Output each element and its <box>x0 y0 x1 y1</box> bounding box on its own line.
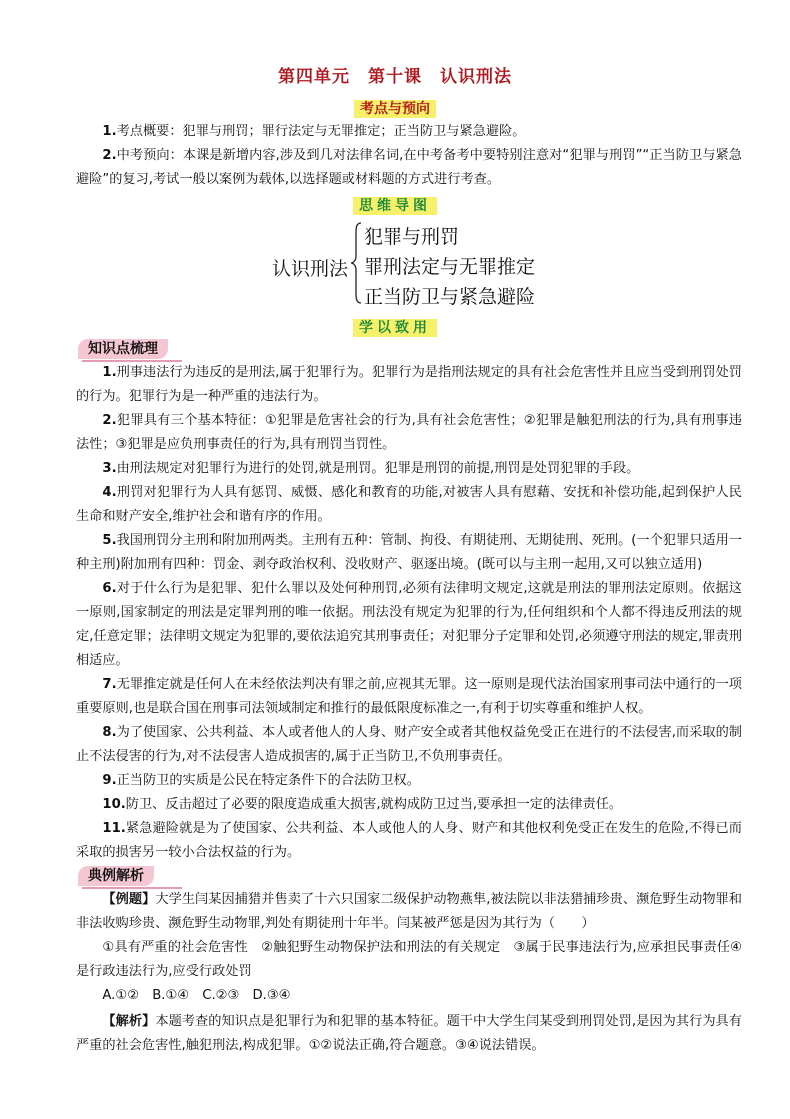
knowledge-item <box>76 817 742 865</box>
item-number: 11. <box>102 821 126 836</box>
example-section-tag <box>78 866 154 886</box>
knowledge-text: 犯罪具有三个基本特征：①犯罪是危害社会的行为,具有社会危害性；②犯罪是触犯刑法的行为,具有刑事违法性；③犯罪是应负刑事责任的行为,具有刑罚当罚性。 <box>76 413 742 452</box>
item-number: 2. <box>102 413 117 428</box>
example-statements: ①具有严重的社会危害性 ②触犯野生动物保护法和刑法的有关规定 ③属于民事违法行为,应承担民事责任④是行政违法行为,应受行政处罚 <box>76 940 742 979</box>
knowledge-text: 防卫、反击超过了必要的限度造成重大损害,就构成防卫过当,要承担一定的法律责任。 <box>125 797 623 812</box>
example-options: A.①② B.①④ C.②③ D.③④ <box>102 988 291 1003</box>
exam-forecast-paragraph <box>76 144 742 192</box>
knowledge-item <box>76 481 742 529</box>
knowledge-section-title: 知识点梳理 <box>88 341 158 357</box>
analysis-text: 本题考查的知识点是犯罪行为和犯罪的基本特征。题干中大学生闫某受到刑罚处罚,是因为其行为具有严重的社会危害性,触犯刑法,构成犯罪。①②说法正确,符合题意。③④说法错误。 <box>76 1014 742 1053</box>
knowledge-item <box>76 721 742 769</box>
exam-points-banner <box>0 98 790 118</box>
item-number: 1. <box>102 124 117 139</box>
mind-map-heading: 思维导图 <box>353 197 437 215</box>
example-label: 【例题】 <box>102 892 156 907</box>
exam-forecast-text: 中考预向：本课是新增内容,涉及到几对法律名词,在中考备考中要特别注意对“犯罪与刑罚”“正当防卫与紧急避险”的复习,考试一般以案例为载体,以选择题或材料题的方式进行考查。 <box>76 148 742 187</box>
exam-summary-text: 考点概要：犯罪与刑罚；罪行法定与无罪推定；正当防卫与紧急避险。 <box>116 124 526 139</box>
knowledge-text: 由刑法规定对犯罪行为进行的处罚,就是刑罚。犯罪是刑罚的前提,刑罚是处罚犯罪的手段。 <box>116 461 640 476</box>
example-analysis <box>76 1010 742 1058</box>
mind-map-branch: 正当防卫与紧急避险 <box>364 286 536 308</box>
item-number: 7. <box>102 677 117 692</box>
knowledge-item <box>76 769 742 793</box>
knowledge-item <box>76 409 742 457</box>
analysis-label: 【解析】 <box>102 1014 156 1029</box>
knowledge-text: 对于什么行为是犯罪、犯什么罪以及处何种刑罚,必须有法律明文规定,这就是刑法的罪刑法定原则。依据这一原则,国家制定的刑法是定罪判刑的唯一依据。刑法没有规定为犯罪的行为,任何组织和个人都不得违反刑法的规定,任意定罪；法律明文规定为犯罪的,要依法追究其刑事责任；对犯罪分子定罪和处罚,必须遵守刑法的规定,罪责刑相适应。 <box>76 581 742 668</box>
knowledge-text: 无罪推定就是任何人在未经依法判决有罪之前,应视其无罪。这一原则是现代法治国家刑事司法中通行的一项重要原则,也是联合国在刑事司法领域制定和推行的最低限度标准之一,有利于切实尊重和维护人权。 <box>76 677 742 716</box>
brace-icon <box>350 222 362 304</box>
knowledge-item <box>76 529 742 577</box>
knowledge-text: 为了使国家、公共利益、本人或者他人的人身、财产安全或者其他权益免受正在进行的不法侵害,而采取的制止不法侵害的行为,对不法侵害人造成损害的,属于正当防卫,不负刑事责任。 <box>76 725 742 764</box>
example-question-text: 大学生闫某因捕猎并售卖了十六只国家二级保护动物燕隼,被法院以非法猎捕珍贵、濒危野生动物罪和非法收购珍贵、濒危野生动物罪,判处有期徒刑十年半。闫某被严惩是因为其行为（ ） <box>76 892 742 931</box>
item-number: 3. <box>102 461 117 476</box>
knowledge-item <box>76 361 742 409</box>
item-number: 10. <box>102 797 126 812</box>
apply-banner <box>0 317 790 337</box>
item-number: 5. <box>102 533 117 548</box>
item-number: 9. <box>102 773 117 788</box>
item-number: 6. <box>102 581 117 596</box>
item-number: 1. <box>102 365 117 380</box>
example-question <box>76 888 742 936</box>
knowledge-item <box>76 793 742 817</box>
example-section-title: 典例解析 <box>88 868 144 884</box>
item-number: 8. <box>102 725 117 740</box>
knowledge-item <box>76 577 742 673</box>
mind-map-branch: 罪刑法定与无罪推定 <box>364 256 536 278</box>
lesson-title: 第四单元 第十课 认识刑法 <box>278 67 512 87</box>
knowledge-text: 刑罚对犯罪行为人具有惩罚、威慑、感化和教育的功能,对被害人具有慰藉、安抚和补偿功能,起到保护人民生命和财产安全,维护社会和谐有序的作用。 <box>76 485 742 524</box>
item-number: 4. <box>102 485 117 500</box>
mind-map-branch: 犯罪与刑罚 <box>364 226 460 248</box>
knowledge-text: 我国刑罚分主刑和附加刑两类。主刑有五种：管制、拘役、有期徒刑、无期徒刑、死刑。(一个犯罪只适用一种主刑)附加刑有四种：罚金、剥夺政治权利、没收财产、驱逐出境。(既可以与主刑一起用,又可以独立适用) <box>76 533 742 572</box>
exam-summary-paragraph <box>76 120 742 144</box>
knowledge-section-tag <box>78 339 168 359</box>
knowledge-text: 刑事违法行为违反的是刑法,属于犯罪行为。犯罪行为是指刑法规定的具有社会危害性并且应当受到刑罚处罚的行为。犯罪行为是一种严重的违法行为。 <box>76 365 742 404</box>
apply-heading: 学以致用 <box>353 319 437 337</box>
knowledge-item <box>76 457 742 481</box>
knowledge-text: 紧急避险就是为了使国家、公共利益、本人或他人的人身、财产和其他权利免受正在发生的危险,不得已而采取的损害另一较小合法权益的行为。 <box>76 821 742 860</box>
knowledge-item <box>76 673 742 721</box>
exam-points-heading: 考点与预向 <box>354 100 436 118</box>
mind-map-root: 认识刑法 <box>272 258 349 280</box>
knowledge-text: 正当防卫的实质是公民在特定条件下的合法防卫权。 <box>116 773 420 788</box>
mind-map-banner <box>0 195 790 215</box>
item-number: 2. <box>102 148 117 163</box>
